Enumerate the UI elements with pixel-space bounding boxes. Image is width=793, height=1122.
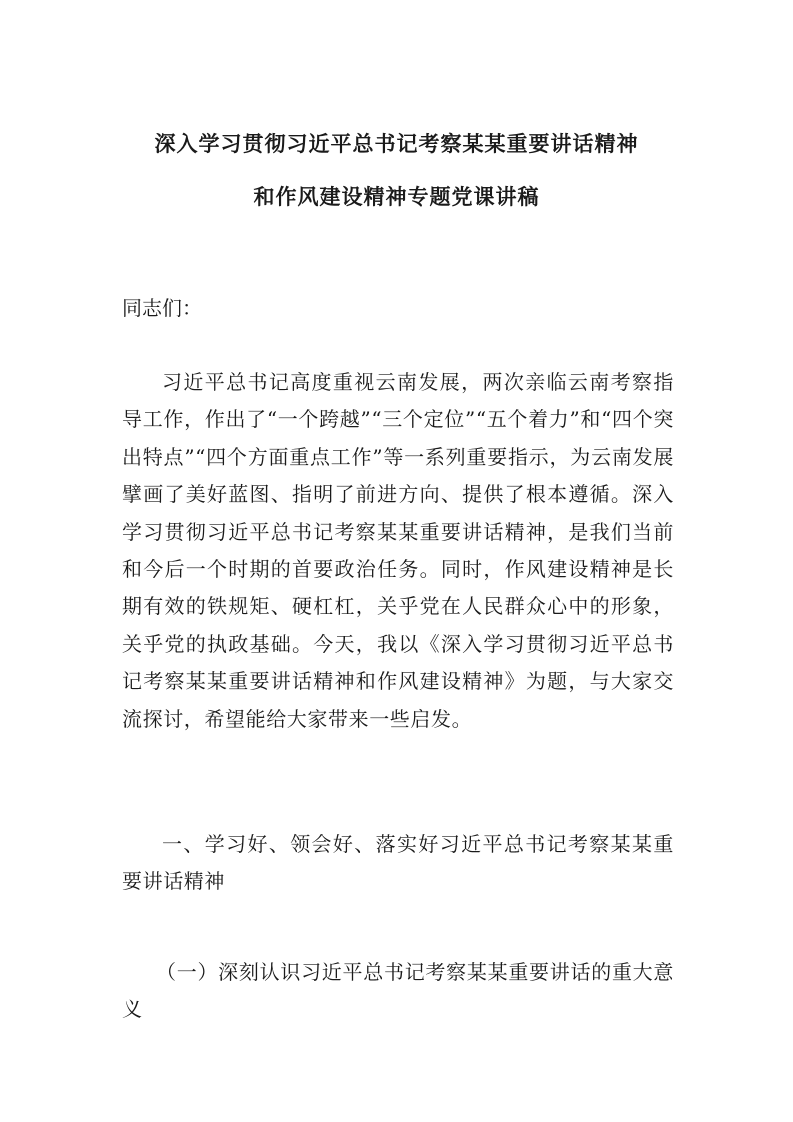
section-heading-1: 一、学习好、领会好、落实好习近平总书记考察某某重要讲话精神 <box>122 832 674 894</box>
document-title-line-1: 深入学习贯彻习近平总书记考察某某重要讲话精神 <box>154 131 639 156</box>
document-title-line-2: 和作风建设精神专题党课讲稿 <box>253 184 540 209</box>
subsection-heading-1-1: （一）深刻认识习近平总书记考察某某重要讲话的重大意义 <box>122 960 674 1022</box>
intro-paragraph: 习近平总书记高度重视云南发展，两次亲临云南考察指导工作，作出了“一个跨越”“三个定位”“五个着力”和“四个突出特点”“四个方面重点工作”等一系列重要指示，为云南发展擘画了美好蓝图、指明了前进方向、提供了根本遵循。深入学习贯彻习近平总书记考察某某重要讲话精神，是我们当前和今后一个时期的首要政治任务。同时，作风建设精神是长期有效的铁规矩、硬杠杠，关乎党在人民群众心中的形象，关乎党的执政基础。今天，我以《深入学习贯彻习近平总书记考察某某重要讲话精神和作风建设精神》为题，与大家交流探讨，希望能给大家带来一些启发。 <box>122 370 674 731</box>
salutation: 同志们： <box>122 296 202 320</box>
